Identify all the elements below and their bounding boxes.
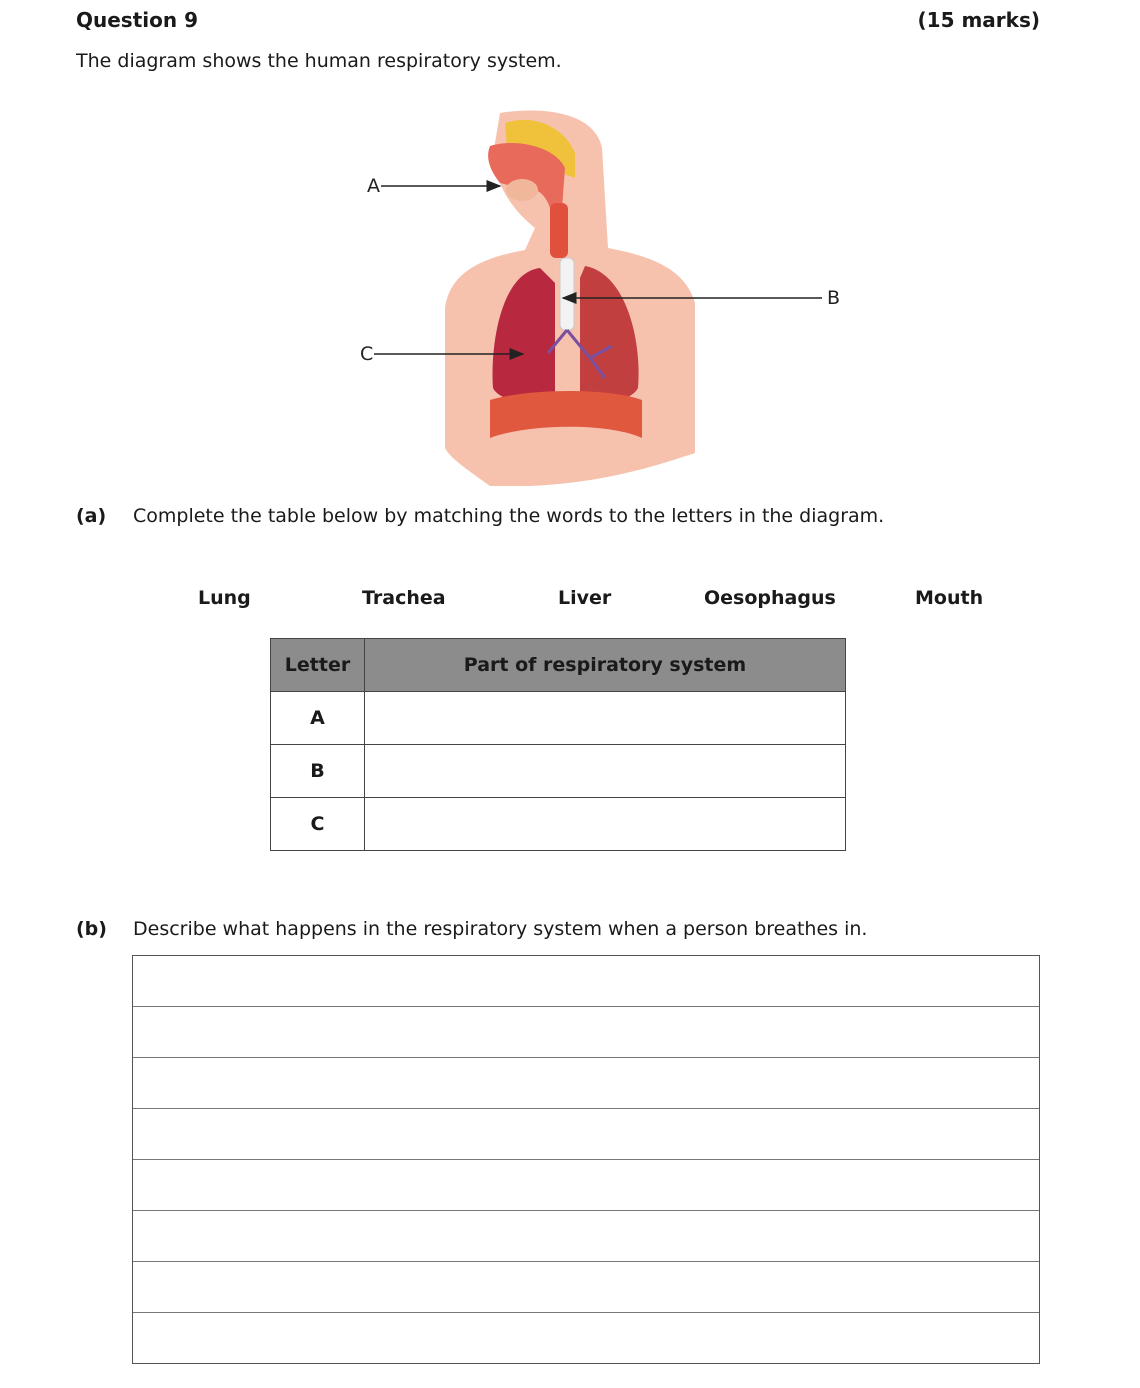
throat [550, 203, 568, 258]
part-b-instruction: Describe what happens in the respiratory system when a person breathes in. [133, 918, 868, 940]
question-marks: (15 marks) [917, 8, 1040, 32]
answer-line [133, 1006, 1039, 1007]
intro-text: The diagram shows the human respiratory system. [76, 50, 562, 72]
trachea [560, 258, 574, 330]
table-answer-cell[interactable] [365, 798, 846, 851]
label-c: C [360, 343, 374, 365]
answer-line [133, 1210, 1039, 1211]
part-a-number: (a) [76, 505, 107, 527]
mouth-area [506, 179, 538, 201]
table-header-part: Part of respiratory system [365, 639, 846, 692]
word-bank-item: Liver [558, 587, 612, 609]
table-row [271, 798, 846, 851]
table-row [271, 745, 846, 798]
label-a: A [367, 175, 380, 197]
table-row [271, 692, 846, 745]
label-b: B [827, 287, 841, 309]
table-letter-cell: C [271, 798, 365, 851]
word-bank-item: Oesophagus [704, 587, 836, 609]
answer-line [133, 1159, 1039, 1160]
respiratory-system-diagram [350, 108, 850, 488]
word-bank-item: Mouth [915, 587, 984, 609]
word-bank-item: Lung [198, 587, 251, 609]
answer-line [133, 1312, 1039, 1313]
answer-line [133, 1057, 1039, 1058]
table-answer-cell[interactable] [365, 745, 846, 798]
answer-table [270, 638, 846, 851]
answer-line [133, 1261, 1039, 1262]
question-title: Question 9 [76, 8, 198, 32]
table-letter-cell: A [271, 692, 365, 745]
word-bank-item: Trachea [362, 587, 446, 609]
answer-line [133, 1108, 1039, 1109]
table-answer-cell[interactable] [365, 692, 846, 745]
part-a-instruction: Complete the table below by matching the words to the letters in the diagram. [133, 505, 885, 527]
part-b-number: (b) [76, 918, 107, 940]
table-letter-cell: B [271, 745, 365, 798]
table-header-letter: Letter [271, 639, 365, 692]
answer-lines-box[interactable] [132, 955, 1040, 1364]
